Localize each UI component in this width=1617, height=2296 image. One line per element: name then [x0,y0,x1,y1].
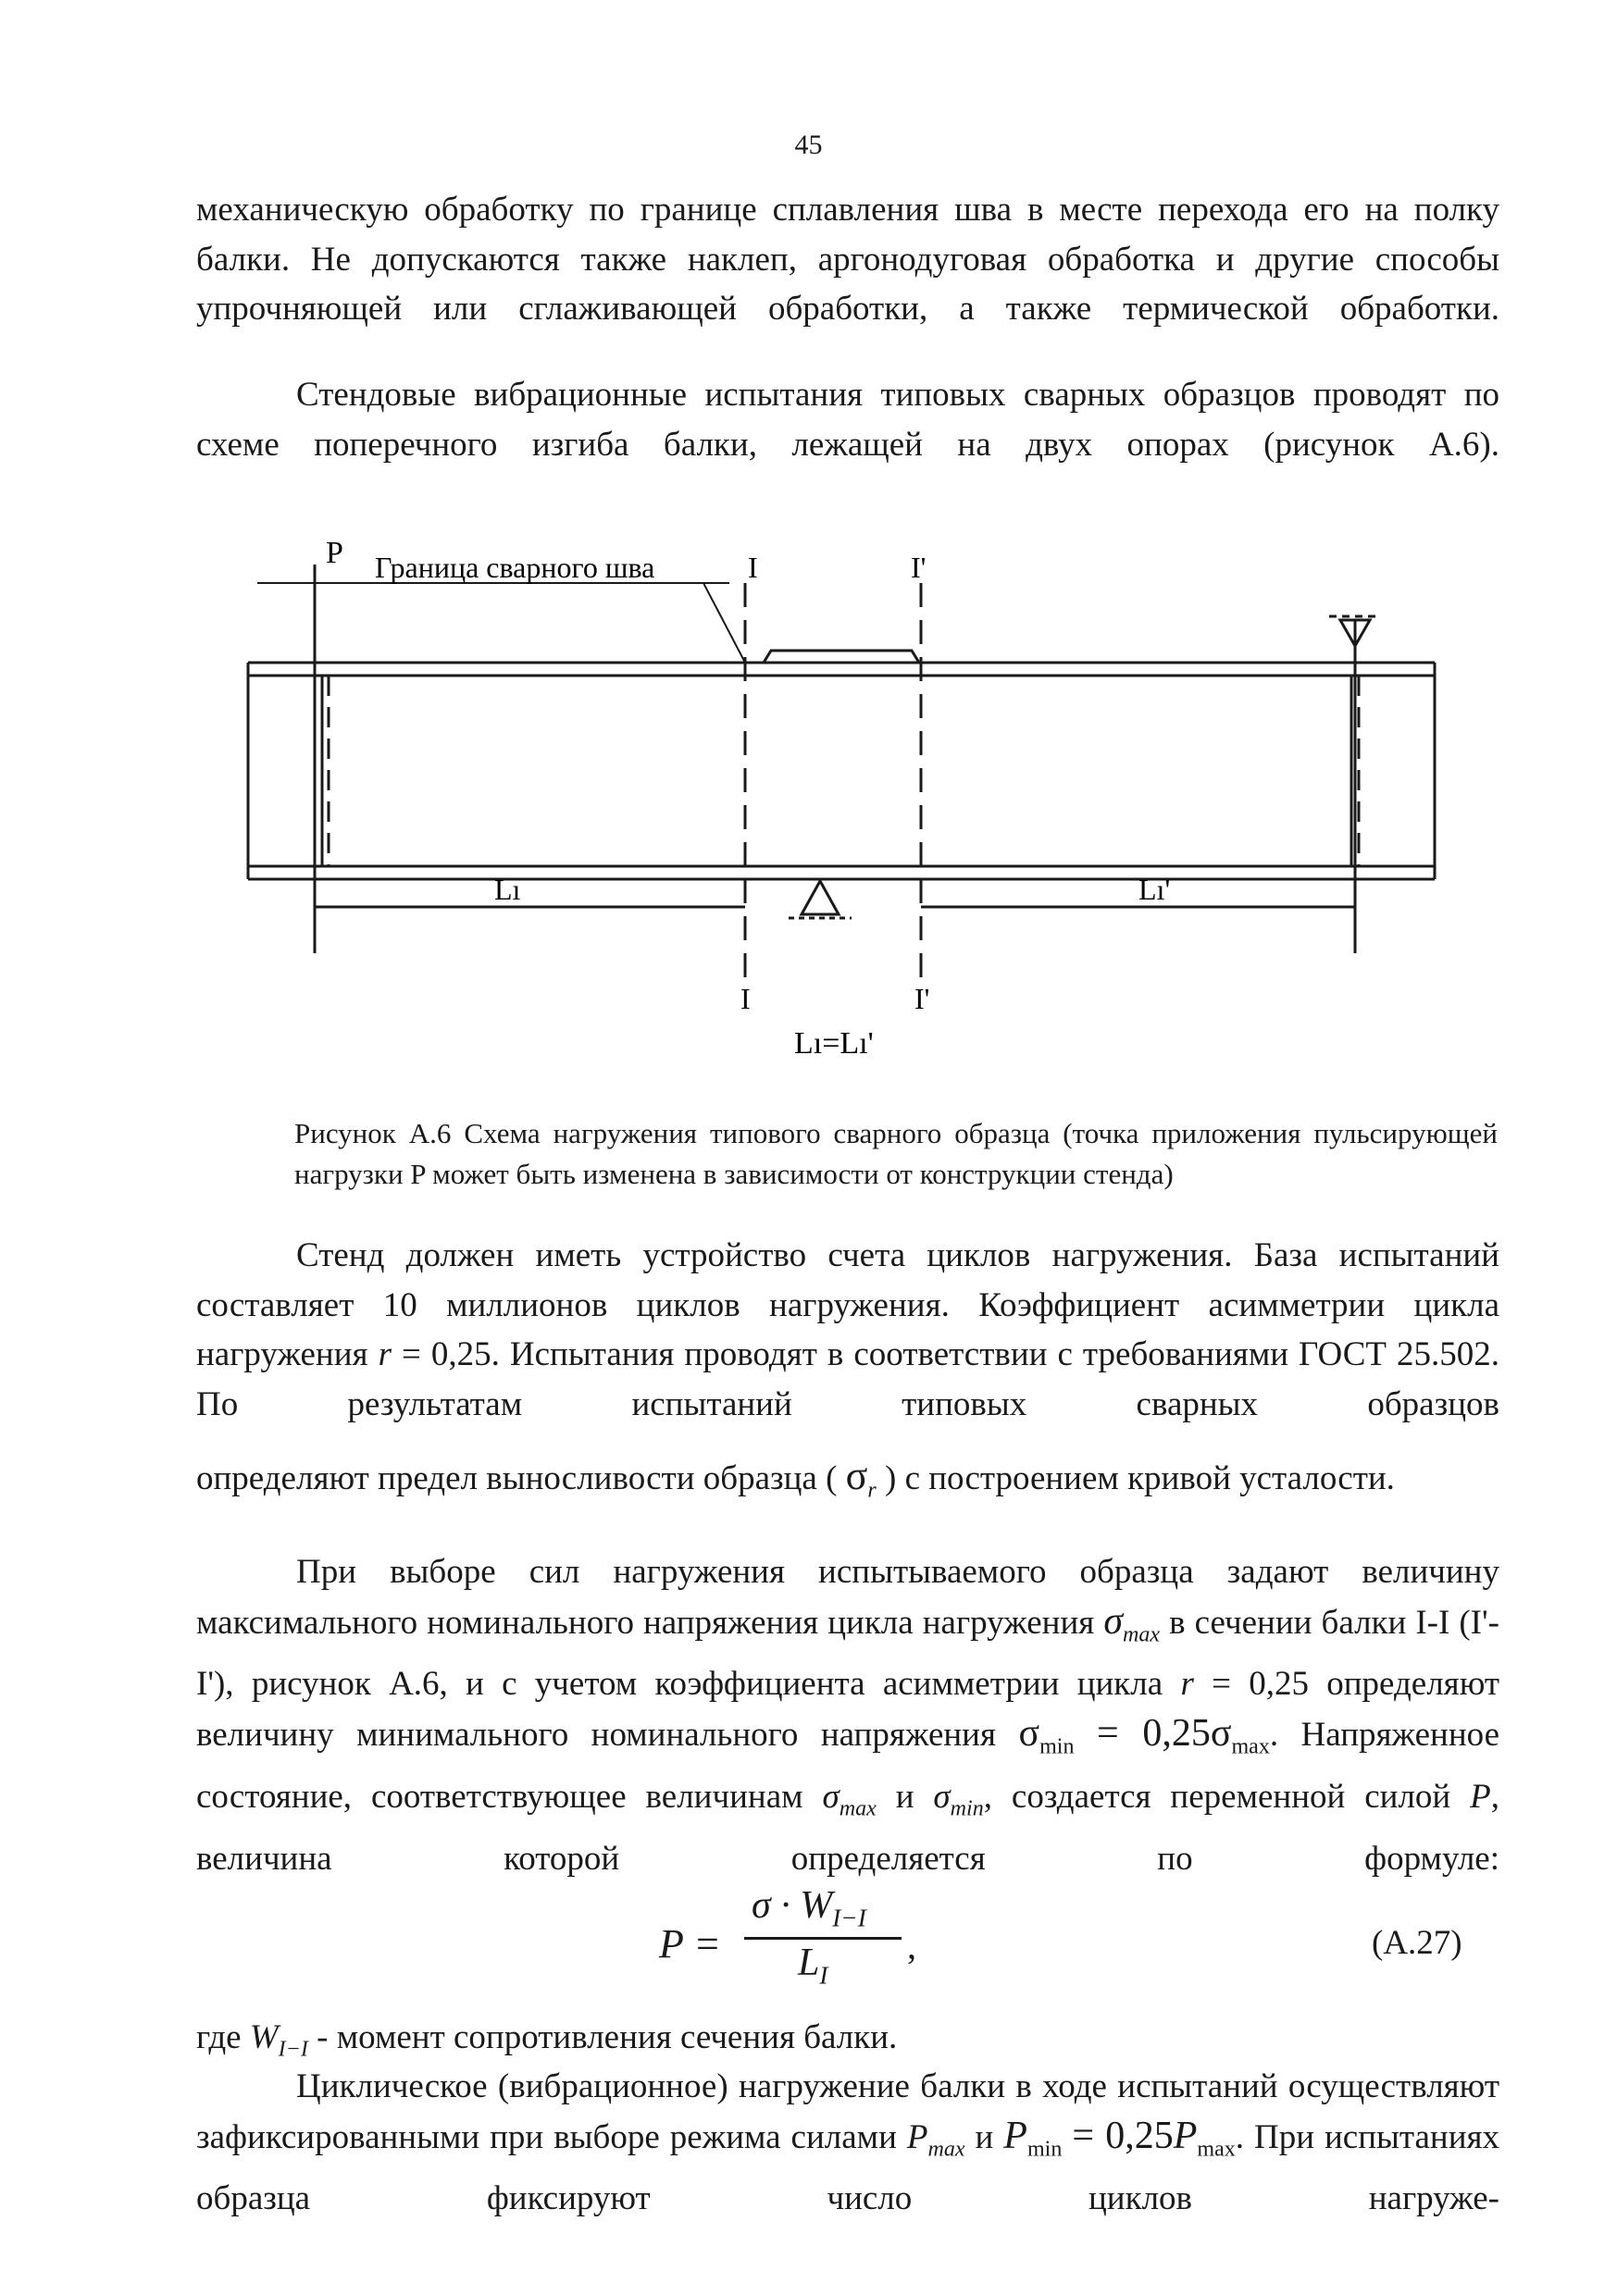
label-l1-prime: Lı' [1138,873,1171,906]
label-l1: Lı [494,873,521,906]
label-section-i-top: I [748,551,758,584]
figure-caption: Рисунок А.6 Схема нагружения типового сварного образца (точка приложения пульсирующей нагрузки P может быть изменена в зависимости от конструкции стенда) [294,1117,1498,1190]
label-section-i-prime-bottom: I' [914,982,930,1015]
paragraph-3-continued: определяют предел выносливости образца ( $\sigma_r$ ) с построением кривой усталости. [196,1453,1395,1503]
label-weld-boundary: Граница сварного шва [375,551,655,584]
paragraph-5: где $W_{I-I}$ - момент сопротивления сечения балки. [196,2018,898,2062]
page-number: 45 [794,130,823,160]
label-p: P [326,536,343,570]
figure-a6-beam-scheme [222,527,1462,1055]
paragraph-2: Стендовые вибрационные испытания типовых сварных образцов проводят по схеме поперечного изгиба балки, лежащей на двух опорах (рисунок А.6). [196,376,1499,464]
label-section-i-prime-top: I' [911,551,927,584]
paragraph-1: механическую обработку по границе сплавления шва в месте перехода его на полку балки. Не допускаются также наклеп, аргонодуговая обработка и другие способы упрочняющей или сглаживающей обработки, а также термической обработки. [196,191,1499,328]
label-l1-equality: Lı=Lı' [794,1026,874,1055]
label-section-i-bottom: I [740,982,751,1015]
equation-number: (А.27) [1372,1924,1462,1962]
paragraph-3: Стенд должен иметь устройство счета циклов нагружения. База испытаний составляет 10 миллионов циклов нагружения. Коэффициент асимметрии цикла нагружения r = 0,25. Испытания проводят в соответствии с требованиями ГОСТ 25.502. По результатам испытаний типовых сварных образцов [196,1236,1499,1423]
paragraph-6: Циклическое (вибрационное) нагружение балки в ходе испытаний осуществляют зафиксированными при выборе режима силами $P_{max}$ и $P_{min} = 0,25P_{max}$. При испытаниях образца фиксируют число циклов нагруже- [196,2067,1500,2218]
formula-a27: P = $\sigma \cdot W_{I-I}$ $L_I$ , [659,1884,916,1990]
paragraph-4: При выборе сил нагружения испытываемого образца задают величину максимального номинального напряжения цикла нагружения $\sigma_{max}$ в сечении балки I-I (I'- I'), рисунок А.6, и с учетом коэффициента асимметрии цикла r = 0,25 определяют величину минимального номинального напряжения $\sigma_{min} = 0,25\sigma_{max}$. Напряженное состояние, соответствующее величинам $\sigma_{max}$ и $\sigma_{min}$, создается переменной силой P, величина которой определяется по формуле: [196,1553,1500,1878]
